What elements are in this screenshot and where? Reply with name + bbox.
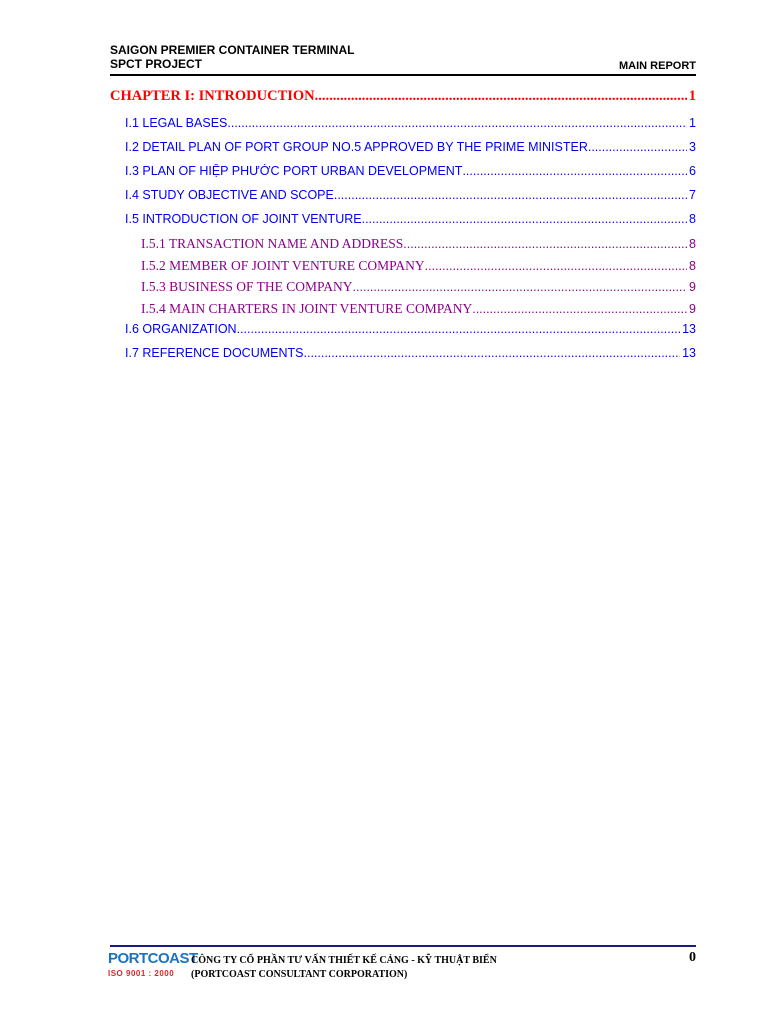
toc-entry-page: 7 (689, 188, 696, 202)
company-name-en: (PORTCOAST CONSULTANT CORPORATION) (191, 969, 408, 980)
toc-entry[interactable] (110, 258, 696, 280)
toc-entry[interactable] (110, 301, 696, 323)
logo-text: PORTCOAST (108, 950, 198, 967)
toc-entry-page: 8 (689, 237, 696, 251)
toc-leader-dots (237, 322, 681, 336)
toc-entry-page: 3 (689, 140, 696, 154)
toc-entry-label: I.5.2 MEMBER OF JOINT VENTURE COMPANY (141, 257, 425, 273)
toc-leader-dots (588, 140, 687, 154)
toc-entry[interactable] (110, 116, 696, 140)
toc-entry-label: I.5.3 BUSINESS OF THE COMPANY (141, 279, 353, 294)
toc-entry[interactable] (110, 212, 696, 236)
toc-entry-label: I.1 LEGAL BASES (125, 116, 228, 130)
toc-entry-label: I.5 INTRODUCTION OF JOINT VENTURE (125, 212, 362, 226)
footer-divider (110, 945, 696, 947)
toc-leader-dots (353, 280, 688, 294)
toc-leader-dots (425, 259, 687, 273)
header-divider (110, 74, 696, 76)
toc-entry[interactable] (110, 346, 696, 370)
company-name-vn: CÔNG TY CỔ PHẦN TƯ VẤN THIẾT KẾ CẢNG - KỸ THUẬT BIỂN (191, 955, 497, 966)
page-header (110, 43, 696, 71)
toc-leader-dots (403, 237, 687, 251)
toc-entry[interactable] (110, 164, 696, 188)
toc-entry-page: 1 (689, 116, 696, 130)
toc-entry[interactable] (110, 236, 696, 258)
toc-entry-page: 1 (688, 88, 696, 104)
report-type: MAIN REPORT (619, 60, 696, 72)
toc-entry[interactable] (110, 279, 696, 301)
toc-entry-page: 13 (682, 346, 696, 360)
toc-leader-dots (227, 116, 687, 130)
toc-entry-page: 9 (689, 280, 696, 294)
project-title: SAIGON PREMIER CONTAINER TERMINAL (110, 43, 355, 57)
iso-badge: ISO 9001 : 2000 (108, 969, 175, 978)
toc-leader-dots (334, 188, 687, 202)
toc-entry-page: 8 (689, 258, 696, 273)
toc-leader-dots (472, 302, 687, 316)
toc-entry-label: CHAPTER I: INTRODUCTION (110, 88, 315, 104)
toc-leader-dots (362, 212, 687, 226)
table-of-contents (110, 88, 696, 370)
toc-leader-dots (462, 164, 687, 178)
toc-entry-label: I.4 STUDY OBJECTIVE AND SCOPE (125, 188, 334, 202)
toc-entry-label: I.5.4 MAIN CHARTERS IN JOINT VENTURE COMPANY (141, 300, 473, 316)
toc-entry[interactable] (110, 188, 696, 212)
toc-entry-label: I.3 PLAN OF HIỆP PHƯỚC PORT URBAN DEVELOPMENT (125, 164, 463, 178)
toc-entry-label: I.5.1 TRANSACTION NAME AND ADDRESS (141, 236, 404, 251)
toc-entry-label: I.6 ORGANIZATION (125, 322, 237, 336)
toc-entry-page: 8 (689, 212, 696, 226)
toc-entry-label: I.7 REFERENCE DOCUMENTS (125, 346, 304, 360)
page-number: 0 (689, 950, 696, 965)
toc-entry-page: 9 (689, 301, 696, 316)
toc-entry[interactable] (110, 140, 696, 164)
toc-entry[interactable] (110, 322, 696, 346)
toc-entry-page: 6 (689, 164, 696, 178)
toc-leader-dots (304, 346, 681, 360)
portcoast-logo (108, 950, 198, 978)
toc-entry[interactable] (110, 88, 696, 112)
company-info (191, 954, 497, 982)
project-code: SPCT PROJECT (110, 57, 203, 71)
toc-entry-label: I.2 DETAIL PLAN OF PORT GROUP NO.5 APPROVED BY THE PRIME MINISTER (125, 140, 588, 154)
toc-leader-dots (315, 88, 687, 105)
toc-entry-page: 13 (682, 322, 696, 336)
